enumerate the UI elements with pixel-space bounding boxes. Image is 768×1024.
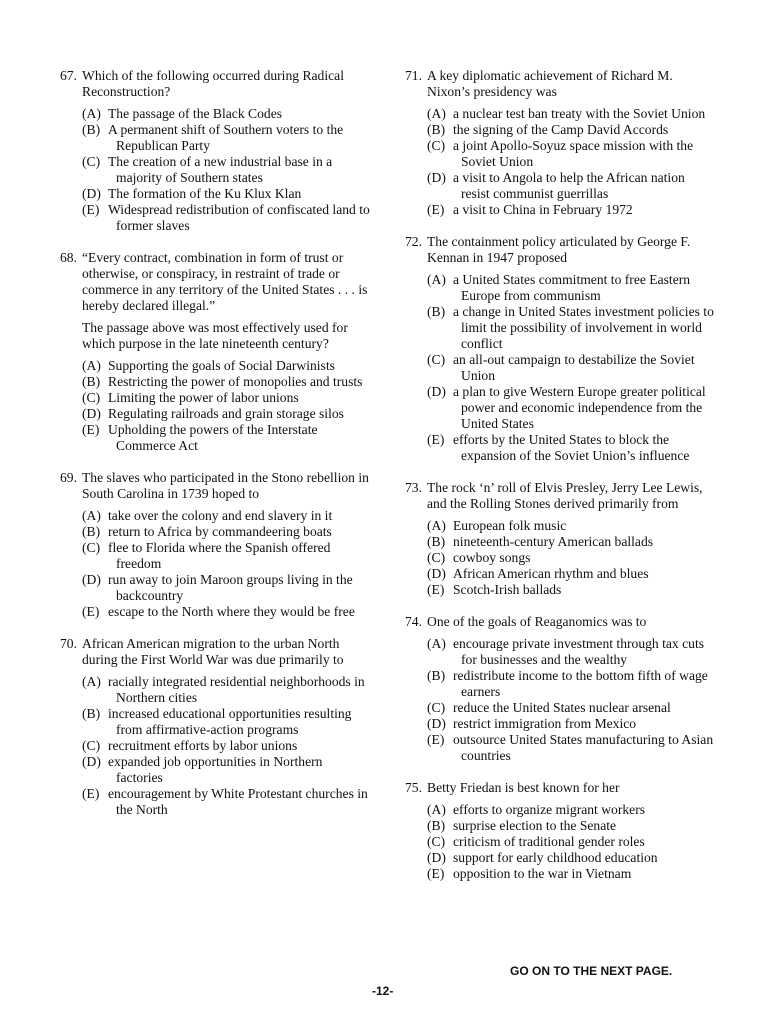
question-number: 69. [60,470,77,485]
answer-option [82,604,370,620]
question-71 [405,68,715,218]
answer-option [427,384,715,432]
option-letter: (B) [82,706,101,721]
option-letter: (D) [427,716,446,731]
option-letter: (E) [82,786,100,801]
option-letter: (E) [427,866,445,881]
question-69 [60,470,370,620]
option-text: a visit to Angola to help the African nation resist communist guerrillas [453,170,685,201]
option-text: opposition to the war in Vietnam [453,866,632,881]
option-letter: (A) [82,674,101,689]
option-text: encouragement by White Protestant churches in the North [108,786,368,817]
option-text: a joint Apollo-Soyuz space mission with the Soviet Union [453,138,694,169]
answer-option [82,374,370,390]
question-number: 73. [405,480,422,495]
option-letter: (D) [82,186,101,201]
option-letter: (E) [427,202,445,217]
option-text: nineteenth-century American ballads [453,534,654,549]
answer-option [427,138,715,170]
option-text: flee to Florida where the Spanish offered freedom [108,540,331,571]
option-letter: (D) [427,850,446,865]
option-text: surprise election to the Senate [453,818,617,833]
option-letter: (C) [82,540,101,555]
answer-option [427,518,715,534]
option-letter: (C) [82,738,101,753]
option-text: The creation of a new industrial base in a majority of Southern states [108,154,333,185]
right-column [405,68,715,898]
option-letter: (A) [82,358,101,373]
question-number: 67. [60,68,77,83]
question-number: 75. [405,780,422,795]
question-text: The slaves who participated in the Stono rebellion in South Carolina in 1739 hoped to [82,470,369,501]
option-text: redistribute income to the bottom fifth of wage earners [453,668,708,699]
option-text: The formation of the Ku Klux Klan [108,186,302,201]
answer-option [427,668,715,700]
left-column [60,68,370,834]
answer-option [427,582,715,598]
option-letter: (A) [427,272,446,287]
option-letter: (B) [427,304,446,319]
option-text: a visit to China in February 1972 [453,202,633,217]
answer-option [82,786,370,818]
question-67 [60,68,370,234]
option-letter: (E) [82,422,100,437]
question-text: A key diplomatic achievement of Richard M. Nixon’s presidency was [427,68,673,99]
option-text: a change in United States investment policies to limit the possibility of involvement in world conflict [453,304,714,351]
option-text: return to Africa by commandeering boats [108,524,332,539]
answer-option [82,738,370,754]
question-number: 70. [60,636,77,651]
option-letter: (A) [427,518,446,533]
option-text: restrict immigration from Mexico [453,716,637,731]
answer-option [82,540,370,572]
answer-option [427,834,715,850]
question-text: African American migration to the urban North during the First World War was due primarily to [82,636,344,667]
option-letter: (C) [427,138,446,153]
answer-options [60,508,370,620]
answer-option [427,272,715,304]
question-number: 71. [405,68,422,83]
answer-options [60,674,370,818]
answer-options [405,802,715,882]
question-number: 74. [405,614,422,629]
answer-option [82,754,370,786]
answer-option [82,390,370,406]
option-letter: (D) [82,572,101,587]
option-text: run away to join Maroon groups living in the backcountry [108,572,353,603]
option-text: escape to the North where they would be free [108,604,355,619]
option-text: Supporting the goals of Social Darwinists [108,358,335,373]
answer-option [427,106,715,122]
option-text: a United States commitment to free Eastern Europe from communism [453,272,691,303]
question-text: Betty Friedan is best known for her [427,780,620,795]
answer-option [82,572,370,604]
option-letter: (A) [427,636,446,651]
option-text: increased educational opportunities resulting from affirmative-action programs [108,706,352,737]
answer-option [427,700,715,716]
option-letter: (E) [82,604,100,619]
answer-option [427,170,715,202]
option-text: African American rhythm and blues [453,566,649,581]
option-text: racially integrated residential neighborhoods in Northern cities [108,674,365,705]
answer-option [82,406,370,422]
option-letter: (D) [82,754,101,769]
answer-option [82,106,370,122]
option-letter: (C) [82,154,101,169]
answer-option [82,508,370,524]
question-text: Which of the following occurred during Radical Reconstruction? [82,68,344,99]
question-73 [405,480,715,598]
option-text: Scotch-Irish ballads [453,582,562,597]
option-text: criticism of traditional gender roles [453,834,645,849]
question-text: One of the goals of Reaganomics was to [427,614,647,629]
option-letter: (D) [82,406,101,421]
answer-option [427,636,715,668]
option-text: The passage of the Black Codes [108,106,283,121]
option-text: take over the colony and end slavery in it [108,508,333,523]
option-letter: (A) [82,508,101,523]
option-text: outsource United States manufacturing to Asian countries [453,732,714,763]
answer-options [60,106,370,234]
question-text: The containment policy articulated by George F. Kennan in 1947 proposed [427,234,691,265]
question-text: The passage above was most effectively used for which purpose in the late nineteenth century? [82,320,348,351]
answer-option [427,304,715,352]
answer-option [427,550,715,566]
answer-options [405,636,715,764]
option-text: European folk music [453,518,567,533]
option-text: a plan to give Western Europe greater political power and economic independence from the United States [453,384,706,431]
answer-options [405,106,715,218]
option-text: expanded job opportunities in Northern factories [108,754,323,785]
option-letter: (C) [427,700,446,715]
option-letter: (B) [427,818,446,833]
answer-option [82,122,370,154]
question-68 [60,250,370,454]
option-letter: (C) [427,834,446,849]
option-letter: (B) [427,534,446,549]
answer-option [82,154,370,186]
answer-option [82,674,370,706]
answer-option [82,186,370,202]
option-letter: (E) [427,732,445,747]
option-letter: (B) [82,374,101,389]
answer-option [427,202,715,218]
option-text: Regulating railroads and grain storage silos [108,406,344,421]
answer-option [82,358,370,374]
option-letter: (D) [427,170,446,185]
option-text: support for early childhood education [453,850,658,865]
answer-options [60,358,370,454]
option-text: efforts to organize migrant workers [453,802,646,817]
answer-option [427,802,715,818]
answer-option [82,422,370,454]
option-text: recruitment efforts by labor unions [108,738,298,753]
question-70 [60,636,370,818]
question-75 [405,780,715,882]
answer-option [82,706,370,738]
option-letter: (E) [427,432,445,447]
option-text: Restricting the power of monopolies and trusts [108,374,363,389]
answer-option [82,524,370,540]
option-text: a nuclear test ban treaty with the Soviet Union [453,106,706,121]
option-letter: (B) [427,668,446,683]
option-text: A permanent shift of Southern voters to the Republican Party [108,122,344,153]
option-text: Upholding the powers of the Interstate Commerce Act [108,422,318,453]
answer-option [427,866,715,882]
answer-option [427,352,715,384]
question-quote: “Every contract, combination in form of trust or otherwise, or conspiracy, in restraint of trade or commerce in any territory of the United States . . . is hereby declared illegal.” [82,250,368,313]
option-letter: (C) [82,390,101,405]
option-letter: (E) [427,582,445,597]
option-text: Limiting the power of labor unions [108,390,299,405]
option-letter: (B) [82,122,101,137]
option-letter: (D) [427,384,446,399]
option-text: reduce the United States nuclear arsenal [453,700,671,715]
answer-option [427,818,715,834]
answer-option [427,432,715,464]
option-text: Widespread redistribution of confiscated land to former slaves [108,202,370,233]
option-letter: (C) [427,550,446,565]
question-72 [405,234,715,464]
answer-option [427,716,715,732]
question-74 [405,614,715,764]
option-letter: (E) [82,202,100,217]
go-on-notice: GO ON TO THE NEXT PAGE. [510,964,673,978]
answer-option [427,732,715,764]
question-number: 72. [405,234,422,249]
question-number: 68. [60,250,77,265]
option-letter: (D) [427,566,446,581]
answer-option [427,566,715,582]
question-text: The rock ‘n’ roll of Elvis Presley, Jerry Lee Lewis, and the Rolling Stones derived primarily from [427,480,703,511]
option-letter: (A) [427,106,446,121]
option-letter: (B) [427,122,446,137]
option-letter: (B) [82,524,101,539]
option-text: encourage private investment through tax cuts for businesses and the wealthy [453,636,705,667]
answer-options [405,272,715,464]
answer-options [405,518,715,598]
page-number: -12- [372,984,394,998]
option-letter: (A) [427,802,446,817]
answer-option [427,850,715,866]
option-text: cowboy songs [453,550,531,565]
answer-option [427,122,715,138]
answer-option [427,534,715,550]
option-text: an all-out campaign to destabilize the Soviet Union [453,352,695,383]
option-text: efforts by the United States to block the expansion of the Soviet Union’s influence [453,432,690,463]
option-letter: (C) [427,352,446,367]
option-text: the signing of the Camp David Accords [453,122,669,137]
option-letter: (A) [82,106,101,121]
answer-option [82,202,370,234]
